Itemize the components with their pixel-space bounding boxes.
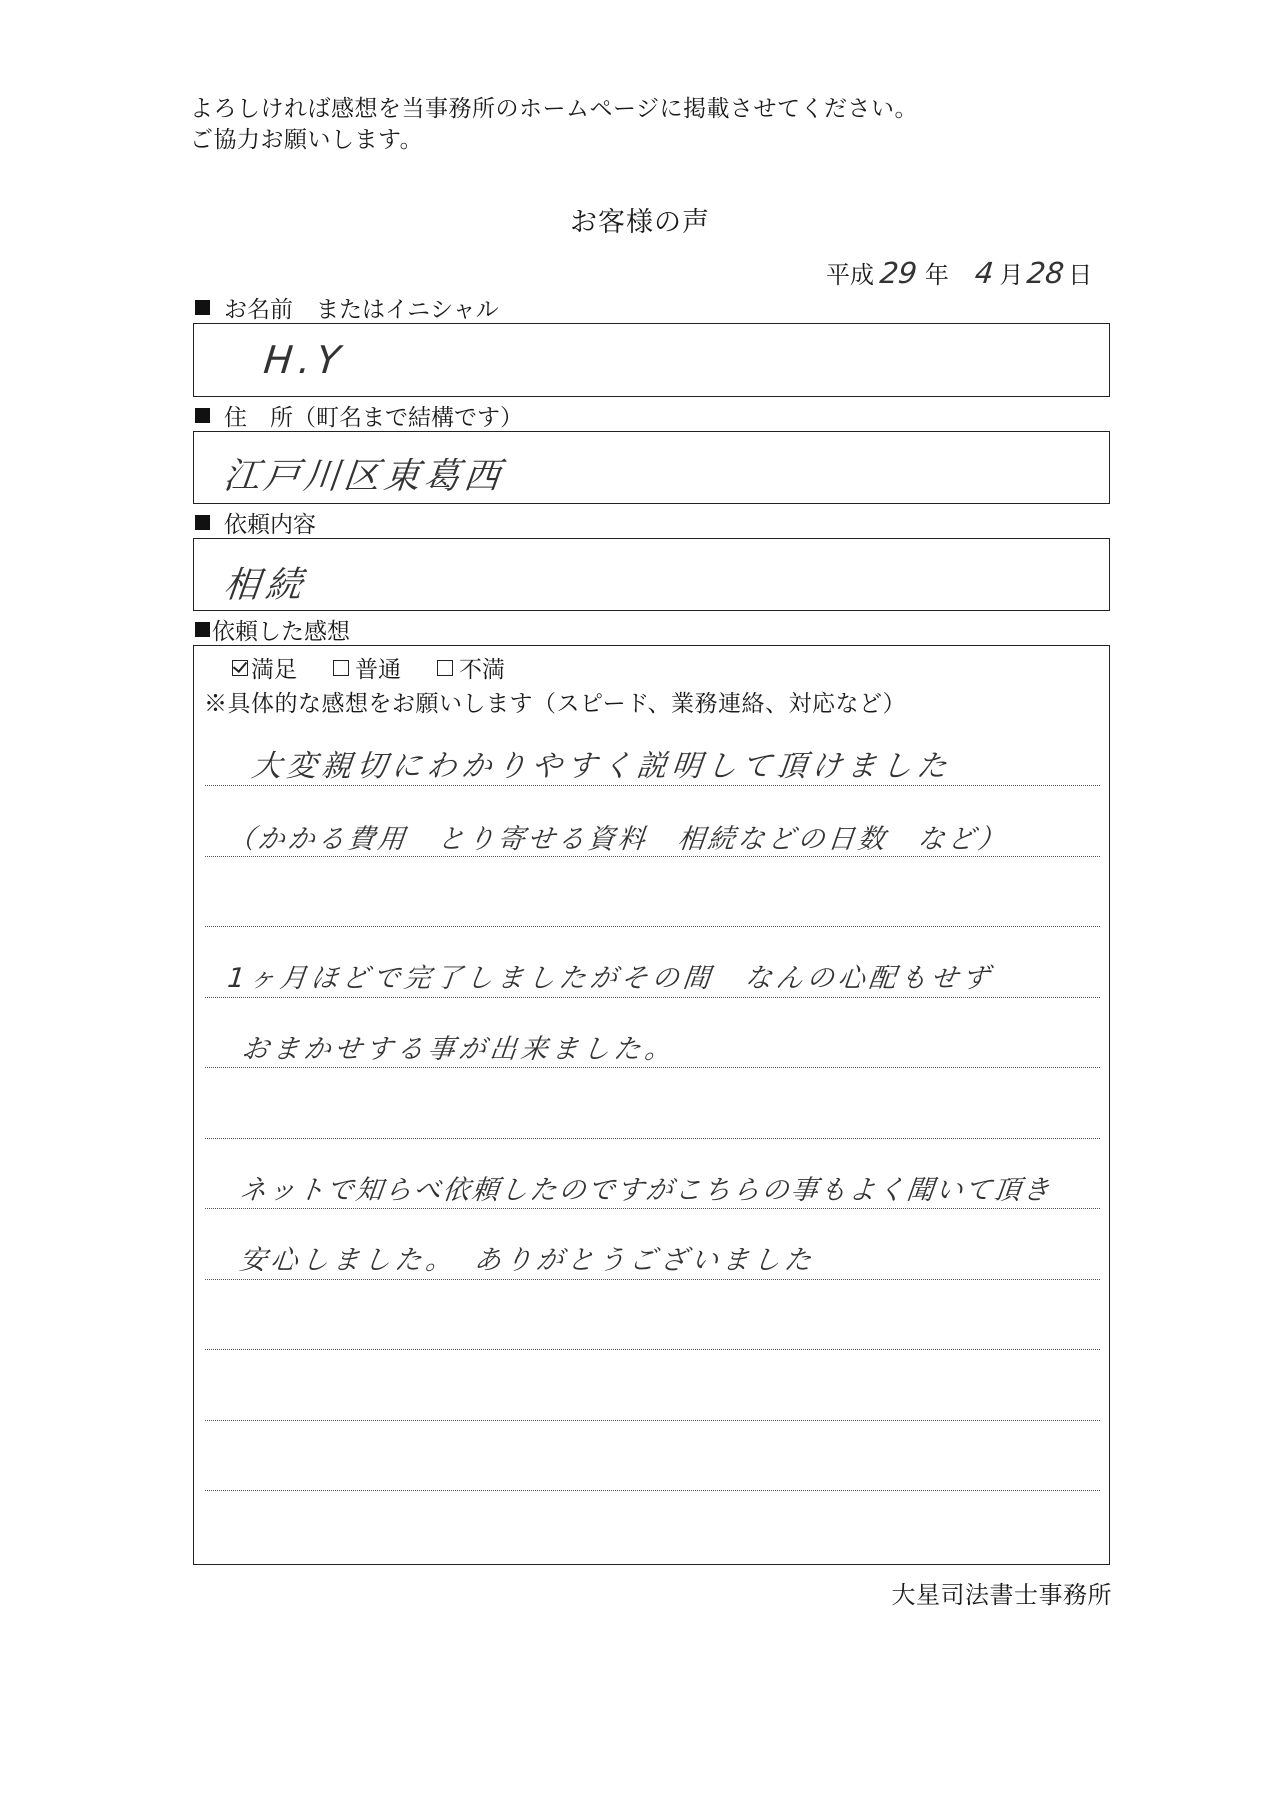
checkbox[interactable] [437,660,453,676]
bullet-square [195,622,210,637]
writing-line [205,926,1100,927]
satisfaction-options [232,651,541,684]
writing-line [205,785,1100,786]
satisfaction-option-label: 普通 [355,657,401,683]
name-label-text: お名前 またはイニシャル [224,297,499,323]
writing-line [205,1138,1100,1139]
comment-line: おまかせする事が出来ました。 [240,1034,678,1065]
address-label [193,399,523,432]
impression-label [193,613,350,646]
address-label-text: 住 所（町名まで結構です） [224,405,523,431]
impression-label-text: 依頼した感想 [212,619,350,645]
satisfaction-option-dissatisfied[interactable] [437,651,505,684]
comment-line: 安心しました。 ありがとうございました [238,1245,817,1276]
satisfaction-option-label: 満足 [251,657,297,683]
comment-line: ネットで知らべ依頼したのですがこちらの事もよく聞いて頂き [238,1175,1054,1206]
request-label [193,506,316,539]
date-era: 平成 [826,261,874,289]
bullet-square [195,408,210,423]
date-year: 29 [878,256,919,290]
name-box [193,323,1110,397]
date-day-label: 日 [1068,261,1093,289]
intro-line-2: ご協力お願いします。 [190,127,424,153]
name-label [193,291,499,324]
address-value: 江戸川区東葛西 [221,456,506,497]
checkbox[interactable] [333,660,349,676]
bullet-square [195,300,210,315]
impression-prompt: ※具体的な感想をお願いします（スピード、業務連絡、対応など） [204,691,907,717]
date-year-label: 年 [924,261,949,289]
checkbox-checked[interactable] [232,660,248,676]
writing-line [205,1067,1100,1068]
writing-line [205,1349,1100,1350]
writing-line [205,1490,1100,1491]
date-month: 4 [973,256,996,290]
writing-line [205,856,1100,857]
office-name: 大星司法書士事務所 [891,1581,1112,1609]
writing-line [205,1208,1100,1209]
address-box [193,431,1110,504]
bullet-square [195,515,210,530]
intro-line-1: よろしければ感想を当事務所のホームページに掲載させてください。 [190,96,919,122]
date-day: 28 [1025,256,1067,290]
request-value: 相続 [221,565,310,606]
comment-line: 1ヶ月ほどで完了しましたがその間 なんの心配もせず [226,963,995,994]
name-value: H.Y [261,338,349,382]
writing-line [205,1279,1100,1280]
date-month-label: 月 [999,261,1024,289]
satisfaction-option-satisfied[interactable] [232,651,297,684]
date [826,255,1092,290]
request-label-text: 依頼内容 [224,512,316,538]
comment-line: 大変親切にわかりやすく説明して頂けました [249,749,954,784]
satisfaction-option-label: 不満 [459,657,505,683]
writing-line [205,997,1100,998]
page-title: お客様の声 [570,207,710,238]
comment-line: （かかる費用 とり寄せる資料 相続などの日数 など） [226,824,1010,855]
request-box [193,538,1110,611]
satisfaction-option-normal[interactable] [333,651,401,684]
writing-line [205,1420,1100,1421]
